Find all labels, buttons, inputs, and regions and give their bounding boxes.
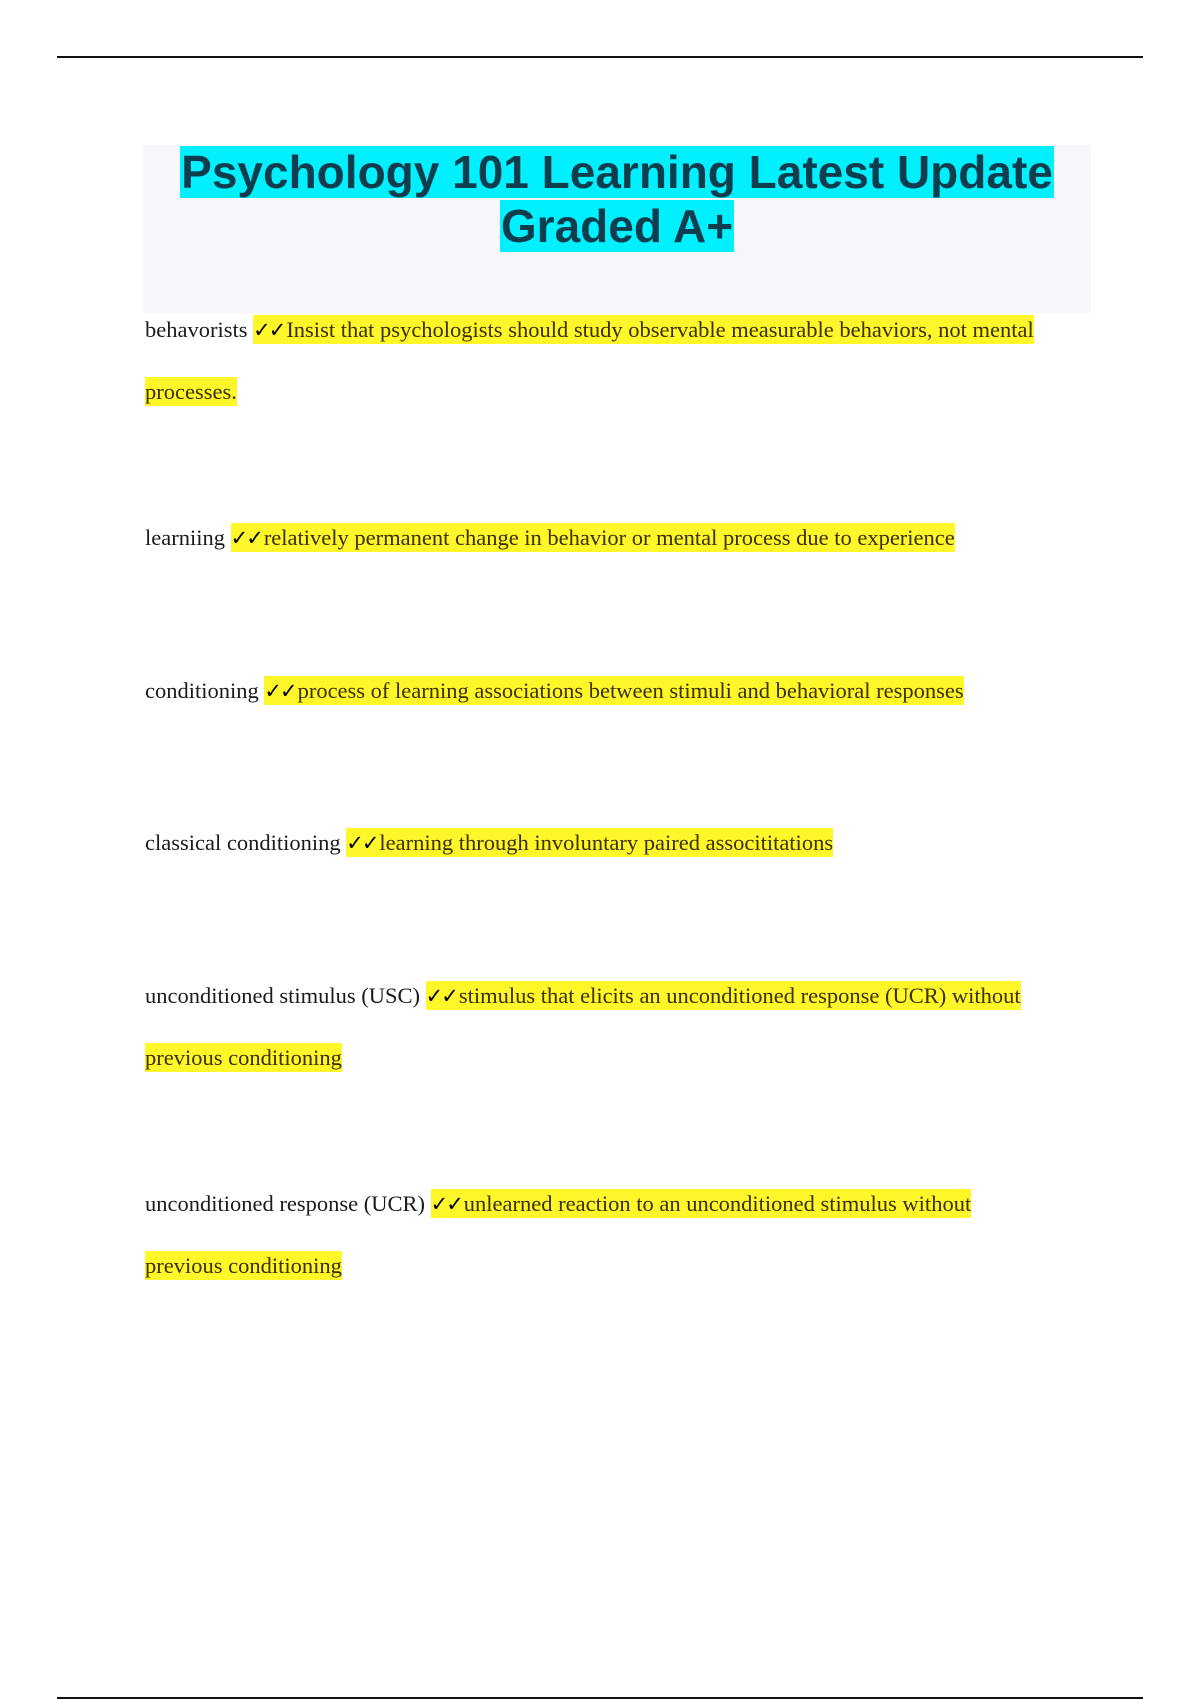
double-check-icon: ✓✓: [346, 831, 378, 855]
double-check-icon: ✓✓: [253, 318, 285, 342]
title-line-1: Psychology 101 Learning Latest Update: [181, 146, 1053, 198]
header-rule: [57, 56, 1143, 58]
footer-rule: [57, 1697, 1143, 1699]
entry-definition-highlight: [231, 523, 955, 552]
double-check-icon: ✓✓: [264, 679, 296, 703]
entry-term: unconditioned stimulus (USC): [145, 983, 420, 1008]
entry-definition: learning through involuntary paired assocititations: [379, 830, 834, 855]
title-block: [143, 145, 1091, 313]
flashcard-entry: [145, 1173, 1045, 1296]
entry-term: conditioning: [145, 678, 259, 703]
entry-definition: process of learning associations between stimuli and behavioral responses: [297, 678, 964, 703]
flashcard-entry: [145, 812, 1045, 874]
entry-term: learniing: [145, 525, 225, 550]
double-check-icon: ✓✓: [425, 984, 457, 1008]
entry-definition: Insist that psychologists should study observable measurable behaviors, not mental processes.: [145, 317, 1034, 404]
flashcard-entry: [145, 965, 1045, 1088]
flashcard-entry: [145, 660, 1045, 722]
title-line-2: Graded A+: [500, 200, 734, 252]
flashcard-entry: [145, 299, 1045, 422]
entry-term: classical conditioning: [145, 830, 341, 855]
entry-term: behavorists: [145, 317, 248, 342]
entry-definition: unlearned reaction to an unconditioned stimulus without previous conditioning: [145, 1191, 972, 1278]
entry-definition-highlight: [346, 828, 833, 857]
flashcard-entry: [145, 507, 1045, 569]
double-check-icon: ✓✓: [230, 526, 262, 550]
entry-definition: relatively permanent change in behavior or mental process due to experience: [263, 525, 955, 550]
entry-term: unconditioned response (UCR): [145, 1191, 425, 1216]
entry-definition: stimulus that elicits an unconditioned response (UCR) without previous conditioning: [145, 983, 1021, 1070]
document-title: [143, 145, 1091, 253]
entry-definition-highlight: [264, 676, 963, 705]
entry-definition-highlight: [145, 315, 1034, 406]
double-check-icon: ✓✓: [430, 1192, 462, 1216]
